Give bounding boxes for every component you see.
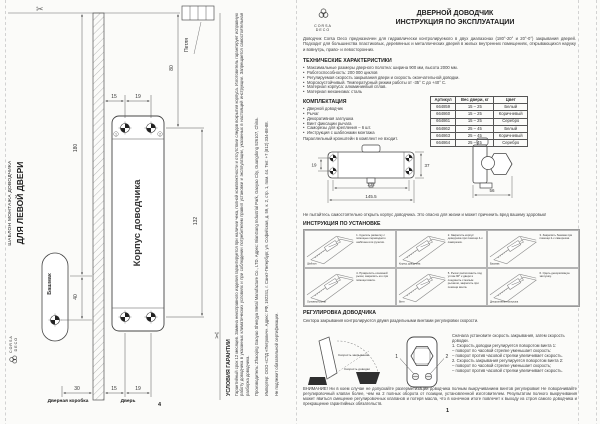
door-label: Дверь [120, 399, 136, 404]
scissors-icon-vertical: ✂ [211, 331, 222, 340]
dim-19-top: 19 [135, 94, 141, 100]
page-title-line2: ИНСТРУКЦИЯ ПО ЭКСПЛУАТАЦИИ [395, 19, 515, 26]
attention-paragraph: ВНИМАНИЕ! Ни в коем случае не допускайте разгерметизации доводчика полным выкручиванием винтов регулировки! Не поворачивайте регулировочный клапан более, чем на 2 полных оборота от позиции, установленной изготовителем. Результатом полного выкручивания может явиться смещение регулировочных клапанов и потеря масла, что в конечном итоге повлечет к выходу из строя самого доводчика и прекращение гарантийных обязательств. [303, 386, 577, 406]
dim-40: 40 [73, 294, 79, 300]
screw-1-label: 1 [395, 354, 398, 360]
adjust-line: – поворот по часовой стрелке уменьшает скорость; [452, 363, 552, 369]
page-title [350, 9, 560, 27]
svg-text:Башмак: Башмак [490, 262, 500, 266]
adjust-subtitle: Сектора закрывания контролируются двумя раздельными винтами регулировки скорости. [303, 318, 479, 323]
template-title-line2: ДЛЯ ЛЕВОЙ ДВЕРИ [14, 161, 25, 245]
closing-speed-label: Скорость закрывания [338, 353, 370, 357]
open-body-warning: Не пытайтесь самостоятельно открыть корпус доводчика. Это опасно для жизни и может причинить вред вашему здоровью! [303, 212, 547, 217]
table-row: 664859 15 – 25 Белый [431, 104, 528, 111]
dim-37-front: 37 [424, 163, 430, 168]
dim-132-front: 132 [367, 182, 375, 187]
brand-line1: CORSA [9, 335, 14, 353]
install-step-sketch [305, 231, 356, 267]
col-article: Артикул [431, 97, 456, 104]
spec-item: • Максимальные размеры дверного полотна: ширина 900 мм, высота 2000 мм. [303, 66, 576, 71]
warranty-block [226, 13, 279, 396]
table-header-row [431, 97, 528, 104]
dim-15-bottom: 15 [111, 386, 117, 392]
col-weight: Вес двери, кг [456, 97, 494, 104]
svg-text:Шаблон: Шаблон [306, 262, 317, 266]
install-step-caption: 2. Закрепить корпус доводчика при помощи 4-х саморезов. [447, 232, 483, 244]
table-row: 664861 15 – 25 Серебро [431, 118, 528, 125]
install-step-sketch [488, 231, 539, 267]
kit-note: Параллельный кронштейн в комплект не входит. [303, 136, 398, 141]
svg-text:Корпус доводчика: Корпус доводчика [398, 262, 420, 266]
warranty-p3: Импортер: ООО «СТД «Петрович». Адрес: РФ, 192241, г. Санкт-Петербург, ул. Софийская, д. 59, к. 2, стр. 1, пом. 44. Тел: +7 (812) 334-88-88. [263, 121, 269, 396]
install-step-sketch [488, 269, 539, 305]
dim-180: 180 [73, 143, 79, 153]
adjust-intro: Сначала установите скорость закрывания, затем скорость доводки. [452, 333, 565, 344]
hole-mark-2: 2 [159, 132, 161, 137]
brand-line1: CORSA [314, 24, 332, 28]
install-heading: ИНСТРУКЦИЯ ПО УСТАНОВКЕ [303, 221, 381, 227]
scissors-icon: ✂ [36, 4, 44, 14]
dim-15-top: 15 [111, 94, 117, 100]
shoe-label: Башмак [47, 273, 53, 295]
dim-132: 132 [193, 216, 199, 226]
kit-item: • Дверной доводчик [303, 107, 425, 112]
dim-145-front: 145.5 [365, 194, 377, 199]
adjust-instructions [452, 333, 576, 373]
dim-30-bottom: 30 [74, 386, 80, 392]
latching-speed-label: Скорость доводки [344, 367, 370, 371]
adjust-line: – поворот против часовой стрелки увеличивает скорость. [452, 353, 563, 359]
hole-mark-1: 1 [115, 132, 117, 137]
kit-item: • Саморезы для крепления – 6 шт. [303, 126, 425, 131]
kit-item: • Винт фиксации рычага [303, 122, 425, 127]
corsa-logo-mark [9, 355, 18, 364]
hinge-drawing [182, 6, 214, 54]
door-frame-strip [93, 13, 104, 400]
adjust-line: – поворот по часовой стрелке уменьшает скорость: [452, 348, 552, 354]
table-row: 664862 25 – 45 Белый [431, 125, 528, 132]
dim-19-front: 19 [311, 162, 317, 168]
install-step-5 [396, 268, 488, 306]
warranty-p4: Не подлежит обязательной сертификации. [274, 312, 280, 396]
install-step-caption: 4. Прикрепить основной рычаг, закрепить его при помощи винта. [356, 270, 389, 282]
col-color: Цвет [494, 97, 528, 104]
specs-list [303, 66, 576, 95]
article-table [430, 96, 528, 147]
door-frame-label: Дверная коробка [47, 399, 89, 404]
left-page-number: 4 [158, 402, 162, 408]
kit-list [303, 107, 425, 136]
install-step-6 [487, 268, 579, 306]
shoe-template [42, 253, 92, 341]
warranty-p1: Гарантийный срок 12 месяцев. Замена неисправного изделия гарантируется при наличии чека, полной комплектности и отсутствии следов вскрытия корпуса. Изготовитель гарантирует исправную работу доводчика в указанных климатических условиях и при соблюдении потребителем правил установки и эксплуатации, указанных в настоящей инструкции. Запрещается самостоятельная разборка доводчика. [234, 13, 250, 396]
spec-item: • Материал механизма: сталь [303, 90, 576, 95]
brand-line2: DECO [315, 28, 331, 33]
warranty-p2: Производитель: Zhaoqing Gaoyao Shengya Metal Manufacture Co., LTD. Адрес: BianGang Industrial Park, Gaoyao City, Guangdong 526107, China. [254, 117, 260, 396]
svg-text:Винт: Винт [398, 300, 405, 304]
install-step-sketch [397, 231, 448, 267]
adjust-line: 1. Скорость доводки регулируется поворотом винта 1: [452, 343, 557, 349]
specs-heading: ТЕХНИЧЕСКИЕ ХАРАКТЕРИСТИКИ [303, 58, 392, 64]
dim-80: 80 [169, 65, 175, 71]
page-title-line1: ДВЕРНОЙ ДОВОДЧИК [416, 10, 494, 17]
warranty-heading: УСЛОВИЯ ГАРАНТИИ [226, 339, 232, 396]
corsa-logo-left [9, 318, 18, 364]
adjust-line: – поворот против часовой стрелки увеличивает скорость. [452, 368, 563, 374]
left-template-drawing [8, 6, 220, 400]
install-step-caption: 3. Закрепить башмак при помощи 2-х саморезов. [539, 232, 573, 240]
install-step-sketch [397, 269, 448, 305]
install-step-caption: 5. Рычаг расположить под углом 90° к двери и соединить с малым рычагом, закрепить при помощи винта. [447, 270, 482, 289]
install-step-3 [487, 230, 579, 268]
install-step-2 [396, 230, 488, 268]
kit-item: • Декоративная заглушка [303, 117, 425, 122]
spec-item: • Работоспособность: 200 000 циклов [303, 71, 576, 76]
svg-text:Основной рычаг: Основной рычаг [306, 300, 327, 304]
svg-text:Декоративная заглушка: Декоративная заглушка [490, 300, 519, 304]
brand-line2: DECO [13, 336, 18, 352]
corsa-logo-right [306, 6, 340, 32]
install-step-4 [304, 268, 396, 306]
table-row: 664863 25 – 45 Коричневый [431, 132, 528, 139]
kit-item: • Инструкция с шаблонами монтажа [303, 131, 425, 136]
closer-body-label: Корпус доводчика [132, 179, 143, 267]
install-step-1 [304, 230, 396, 268]
table-row: 664860 15 – 25 Коричневый [431, 111, 528, 118]
spec-item: • Морозоустойчивый. Температурный режим работы от -35° С до +40° С. [303, 81, 576, 86]
template-title-line1: ШАБЛОН МОНТАЖА ДОВОДЧИКА [8, 160, 13, 246]
adjust-screws-diagram [395, 337, 448, 387]
dim-56-side: 56 [489, 188, 495, 193]
kit-item: • Рычаг [303, 112, 425, 117]
template-title [8, 138, 25, 268]
adjust-heading: РЕГУЛИРОВКА ДОВОДЧИКА [303, 310, 377, 316]
corsa-logo-mark [318, 8, 329, 19]
door-swing-diagram [308, 337, 380, 385]
right-page-number: 1 [446, 408, 450, 414]
install-step-sketch [305, 269, 356, 305]
dim-19-bottom: 19 [135, 386, 141, 392]
hinge-label: Петля [184, 37, 190, 53]
kit-heading: КОМПЛЕКТАЦИЯ [303, 99, 347, 105]
closer-front-view-drawing [311, 145, 430, 203]
closer-body-template [112, 116, 164, 331]
screw-2-label: 2 [445, 354, 449, 360]
spec-item: • Материал корпуса: алюминиевый сплав. [303, 85, 576, 90]
install-step-caption: 1. Сделать разметку с помощью переводного шаблона или рулетки. [356, 232, 386, 244]
install-steps-grid [303, 229, 580, 307]
intro-paragraph: Доводчик Corsa Deco предназначен для гидравлически контролируемого в двух диапазонах (180°-20° и 20°-0°) закрывания дверей. Подходит для большинства пластиковых, деревянных и металлических дверей в жилых внутренних помещениях, открывающихся наружу и вовнутрь, право- и левосторонних. [303, 36, 576, 52]
table-row: 664864 25 – 45 Серебро [431, 140, 528, 147]
adjust-line: 2. Скорость закрывания регулируется поворотом винта 2: [452, 358, 564, 364]
install-step-caption: 6. Одеть декоративную заглушку. [539, 270, 570, 278]
spec-item: • Регулируемая скорость закрывания двери и скорость окончательной доводки. [303, 76, 576, 81]
